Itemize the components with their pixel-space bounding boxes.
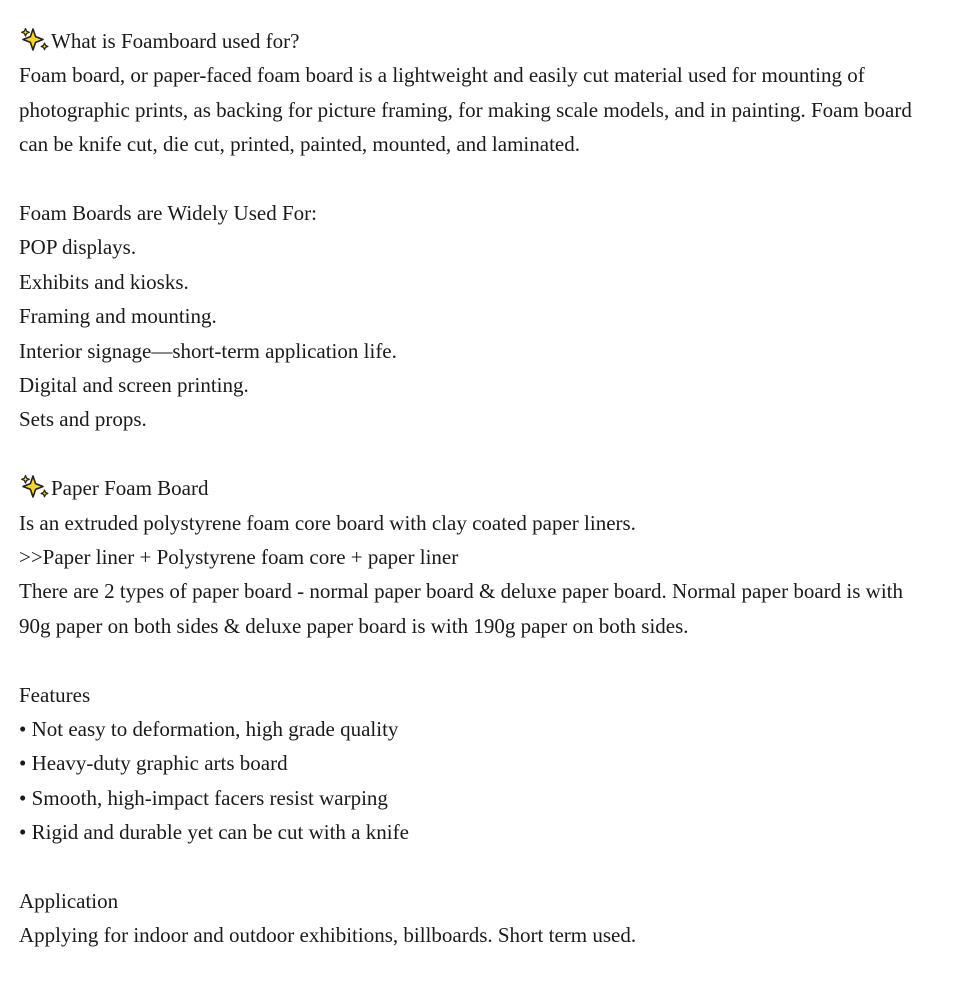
application-text: Applying for indoor and outdoor exhibitions, billboards. Short term used.	[19, 923, 637, 948]
spacer	[19, 643, 939, 677]
list-item: Framing and mounting.	[19, 304, 217, 329]
intro-paragraph: Foam board, or paper-faced foam board is a lightweight and easily cut material used for mounting of photographic prints, as backing for picture framing, for making scale models, and in painting. Foam board can be knife cut, die cut, printed, painted, mounted, and laminated.	[19, 63, 912, 157]
list-item: POP displays.	[19, 235, 137, 260]
application-title: Application	[19, 889, 119, 914]
section-heading-paper-foam-board	[19, 471, 939, 505]
description-line: Is an extruded polystyrene foam core board with clay coated paper liners.	[19, 510, 636, 535]
spacer	[19, 162, 939, 196]
feature-item: • Rigid and durable yet can be cut with a knife	[19, 820, 409, 845]
list-item: Exhibits and kiosks.	[19, 269, 189, 294]
document-body	[19, 24, 939, 953]
feature-item: • Smooth, high-impact facers resist warping	[19, 785, 388, 810]
types-paragraph: There are 2 types of paper board - normal paper board & deluxe paper board. Normal paper board is with 90g paper on both sides & deluxe paper board is with 190g paper on both sides.	[19, 579, 903, 638]
feature-item: • Heavy-duty graphic arts board	[19, 751, 288, 776]
list-item: Digital and screen printing.	[19, 373, 249, 398]
list-item: Interior signage—short-term application life.	[19, 338, 397, 363]
heading-text: What is Foamboard used for?	[51, 29, 300, 53]
spacer	[19, 437, 939, 471]
spacer	[19, 850, 939, 884]
sparkles-icon	[20, 474, 50, 500]
features-title: Features	[19, 682, 91, 707]
feature-item: • Not easy to deformation, high grade quality	[19, 717, 399, 742]
structure-line: >>Paper liner + Polystyrene foam core + paper liner	[19, 545, 459, 570]
list-item: Sets and props.	[19, 407, 147, 432]
heading-text: Paper Foam Board	[51, 476, 209, 501]
section-heading-foamboard-use	[19, 24, 939, 58]
sparkles-icon	[20, 27, 50, 53]
uses-intro: Foam Boards are Widely Used For:	[19, 201, 317, 225]
